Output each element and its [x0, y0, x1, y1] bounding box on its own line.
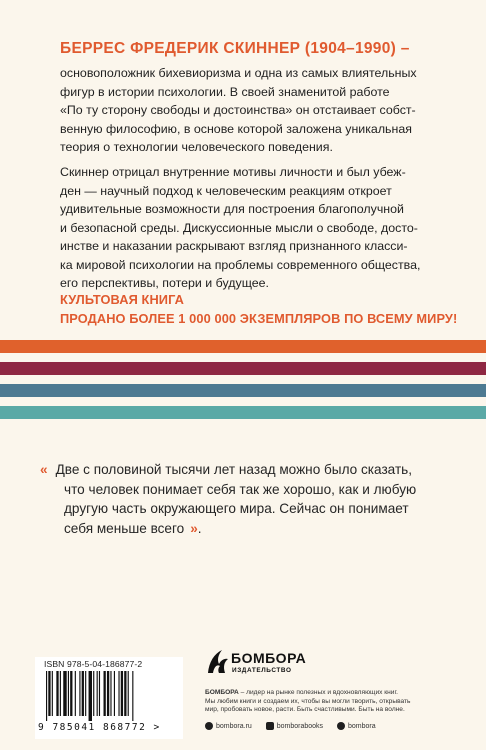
social-vk [266, 722, 323, 730]
quote-line: другую часть окружающего мира. Сейчас он понимает [64, 501, 409, 516]
quote-end-punct: . [197, 520, 202, 536]
social-website [205, 722, 252, 730]
barcode-bars [44, 671, 172, 721]
quote-open-mark: « [40, 462, 48, 477]
text-line: Скиннер отрицал внутренние мотивы личности и был убеж- [60, 165, 406, 179]
globe-icon [205, 722, 213, 730]
isbn-barcode [35, 657, 183, 739]
publisher-tagline [205, 689, 475, 715]
tagline-brand: БОМБОРА [205, 689, 239, 696]
social-label: bomborabooks [276, 722, 324, 730]
pull-quote [40, 460, 450, 538]
description-paragraph-1 [60, 64, 445, 157]
publisher-socials [205, 722, 475, 734]
publisher-subtitle: ИЗДАТЕЛЬСТВО [232, 667, 292, 674]
promo-sales: ПРОДАНО БОЛЕЕ 1 000 000 ЭКЗЕМПЛЯРОВ ПО ВСЕМУ МИРУ! [60, 311, 458, 326]
text-line: «По ту сторону свободы и достоинства» он отстаивает собст- [60, 103, 416, 117]
text-line: ка мировой психологии на проблемы современного общества, [60, 257, 421, 272]
text-line: его перспективы, потери и будущее. [60, 276, 269, 290]
text-line: и безопасной среды. Дискуссионные мысли о свободе, досто- [60, 220, 418, 235]
bombora-wave-logo-icon [205, 646, 231, 676]
publisher-logo [205, 646, 305, 682]
tagline-line: мир, пробовать новое, расти. Быть счастливыми. Быть на волне. [205, 706, 405, 714]
text-line: удивительные возможности для построения благополучной [60, 202, 404, 216]
social-telegram [337, 722, 376, 730]
tagline-text: – лидер на рынке полезных и вдохновляющих книг. [238, 689, 398, 696]
text-line: основоположник бихевиоризма и одна из самых влиятельных [60, 66, 417, 80]
social-label: bombora [348, 722, 376, 730]
text-line: ден — научный подход к человеческим реакциям откроет [60, 183, 392, 198]
stripe-teal [0, 406, 486, 419]
vk-icon [266, 722, 274, 730]
text-line: фигур в истории психологии. В своей знаменитой работе [60, 84, 390, 99]
description-paragraph-2 [60, 163, 445, 293]
promo-cult-book: КУЛЬТОВАЯ КНИГА [60, 292, 184, 307]
social-label: bombora.ru [216, 722, 252, 730]
quote-line: что человек понимает себя так же хорошо, как и любую [64, 481, 417, 497]
text-line: венную философию, в основе которой заложена уникальная [60, 121, 412, 136]
text-line: теория о технологии человеческого поведения. [60, 140, 333, 154]
stripe-slate-blue [0, 384, 486, 397]
quote-close-mark: » [190, 520, 198, 536]
isbn-number: ISBN 978-5-04-186877-2 [44, 659, 143, 669]
telegram-icon [337, 722, 345, 730]
author-heading: БЕРРЕС ФРЕДЕРИК СКИННЕР (1904–1990) – [60, 40, 410, 57]
text-line: инстве и наказании раскрывают взгляд признанного класси- [60, 239, 408, 253]
publisher-name: БОМБОРА [231, 650, 307, 666]
quote-line: себя меньше всего [64, 520, 185, 536]
quote-line: Две с половиной тысячи лет назад можно было сказать, [55, 462, 413, 477]
barcode-digits: 9 785041 868772 > [38, 722, 161, 733]
stripe-maroon [0, 362, 486, 375]
tagline-line: Мы любим книги и создаем их, чтобы вы могли творить, открывать [205, 697, 411, 705]
stripe-orange [0, 340, 486, 353]
